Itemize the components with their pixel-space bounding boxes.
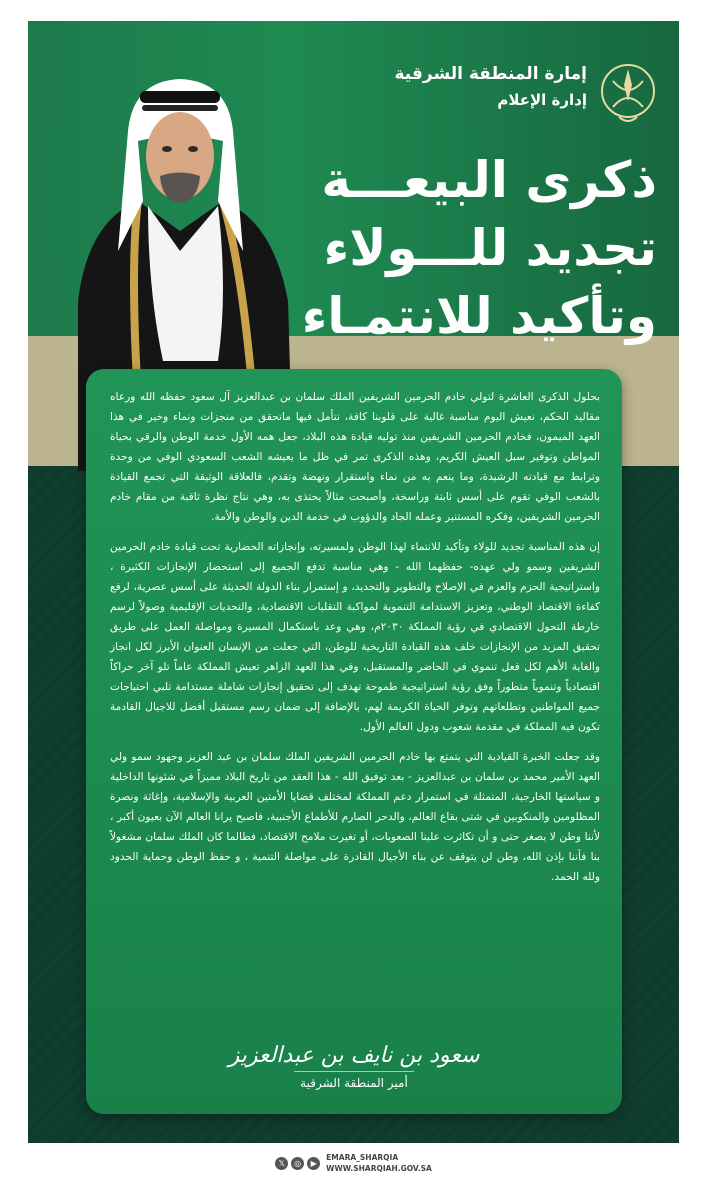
- poster-frame: [28, 21, 679, 1143]
- social-handle[interactable]: EMARA_SHARQIA: [326, 1153, 399, 1162]
- paragraph-1: بحلول الذكرى العاشرة لتولي خادم الحرمين الشريفين الملك سلمان بن عبدالعزيز آل سعود حفظه الله ورعاه مقاليد الحكم، نعيش اليوم مناسبة غالية على قلوبنا كافة، نتأمل فيها ماتحقق من منجزات ونماء وخير في هذا العهد الميمون، فخادم الحرمين الشريفين منذ توليه قيادة هذه البلاد، جعل همه الأول خدمة الوطن والرقي بحياة المواطن وتوفير سبل العيش الكريم، وهذه الذكرى تمر في ظل ما يعيشه الشعب السعودي الوفي من وحدة وترابط مع قيادته الرشيدة، وما ينعم به من نماء واستقرار ونهضة وتقدم، فالعلاقة الوثيقة التي تجمع القيادة بالشعب الوفي تقوم على أسس ثابتة وراسخة، وأصبحت مثالاً يحتذى به، وهي نتاج نظرة ثاقبة من مقام خادم الحرمين الشريفين، وفكره المستنير وعمله الجاد والدؤوب في خدمة الدين والوطن والأمة.: [110, 391, 600, 523]
- poster-title: [297, 146, 657, 350]
- youtube-icon[interactable]: ▶: [307, 1157, 320, 1170]
- website-link[interactable]: WWW.SHARQIAH.GOV.SA: [326, 1164, 432, 1173]
- x-icon[interactable]: 𝕏: [275, 1157, 288, 1170]
- paragraph-3: وقد جعلت الخبرة القيادية التي يتمتع بها خادم الحرمين الشريفين الملك سلمان بن عبد العزيز وجهود سمو ولي العهد الأمير محمد بن سلمان بن عبدالعزيز - بعد توفيق الله - هذا العقد من تاريخ البلاد مميزاً في شئونها الداخلية و سياستها الخارجية، المتمثلة في استمرار دعم المملكة لمختلف قضايا الأمتين العربية والإسلامية، وإغاثة ونصرة المظلومين والمنكوبين في شتى بقاع العالم، والدحر الصارم للأطماع الأجنبية، فاصبح يرانا العالم الآن بعيون أكبر ، لأننا وطن لا يصغر حتى و أن تكاثرت علينا الصعوبات، أو تغيرت ملامح الاقتصاد، فطالما كان الملك سلمان مشغولاً بنا فأننا بإذن الله، وطن لن يتوقف عن بناء الأجيال القادرة على مواصلة التنمية ، و حفظ الوطن وحماية الحدود ولله الحمد.: [110, 751, 600, 883]
- org-line-1: إمارة المنطقة الشرقية: [394, 64, 587, 84]
- signature: سعود بن نايف بن عبدالعزيز: [228, 1043, 480, 1068]
- footer: [0, 1152, 707, 1174]
- footer-handles: [326, 1152, 432, 1174]
- org-line-2: إدارة الإعلام: [497, 91, 587, 109]
- social-icons: [275, 1157, 320, 1170]
- org-name: [394, 61, 587, 113]
- signature-role: أمير المنطقة الشرقية: [300, 1076, 408, 1090]
- title-line-2: تجديد للـــولاء: [323, 219, 657, 277]
- title-line-1: ذكرى البيعـــة: [321, 151, 657, 209]
- signature-block: [86, 1041, 622, 1094]
- instagram-icon[interactable]: ◎: [291, 1157, 304, 1170]
- paragraph-2: إن هذه المناسبة تجديد للولاء وتأكيد للانتماء لهذا الوطن ولمسيرته، وإنجازاته الحضارية تحت قيادة خادم الحرمين الشريفين وسمو ولي عهده- حفظهما الله - وهي مناسبة تدفع الجميع إلى استحضار الإنجازات الكثيرة ، واستراتيجية الحزم والعزم في الإصلاح والتطوير والتجديد، و إستمرار بناء الدولة الحديثة على أسس عصرية، لرفع كفاءة الاقتصاد الوطني، وتعزيز الاستدامة التنموية لمواكبة التقلبات الاقتصادية، والتحديات الإقليمية وصولاً لرسم خارطة التحول الاقتصادي في رؤية المملكة ٢٠٣٠م، وهي وعد باستكمال المسيرة ومواصلة العمل على طريق تحقيق المزيد من الإنجازات خلف هذه القيادة التاريخية للوطن، التي جعلت من الإنسان العنوان الأبرز لكل انجاز والغاية الأهم لكل فعل تنموي في الحاضر والمستقبل، وفي هذا العهد الزاهر تعيش المملكة عاماً تلو آخر حراكاً اقتصادياً وتنموياً متطوراً وفق رؤية استراتيجية طموحة تهدف إلى تحقيق إنجازات شاملة مستدامة تلبي احتياجات جميع المواطنين وتطلعاتهم وتوفر الحياة الكريمة لهم، بالإضافة إلى ضمان رسم مستقبل أفضل للاجيال القادمة تكون فيه المملكة في مقدمة شعوب ودول العالم الأول.: [110, 541, 600, 733]
- saudi-emblem-icon: [599, 51, 657, 131]
- title-line-3: وتأكيد للانتمـاء: [301, 287, 657, 345]
- message-card: [86, 369, 622, 1114]
- message-body: [110, 387, 600, 897]
